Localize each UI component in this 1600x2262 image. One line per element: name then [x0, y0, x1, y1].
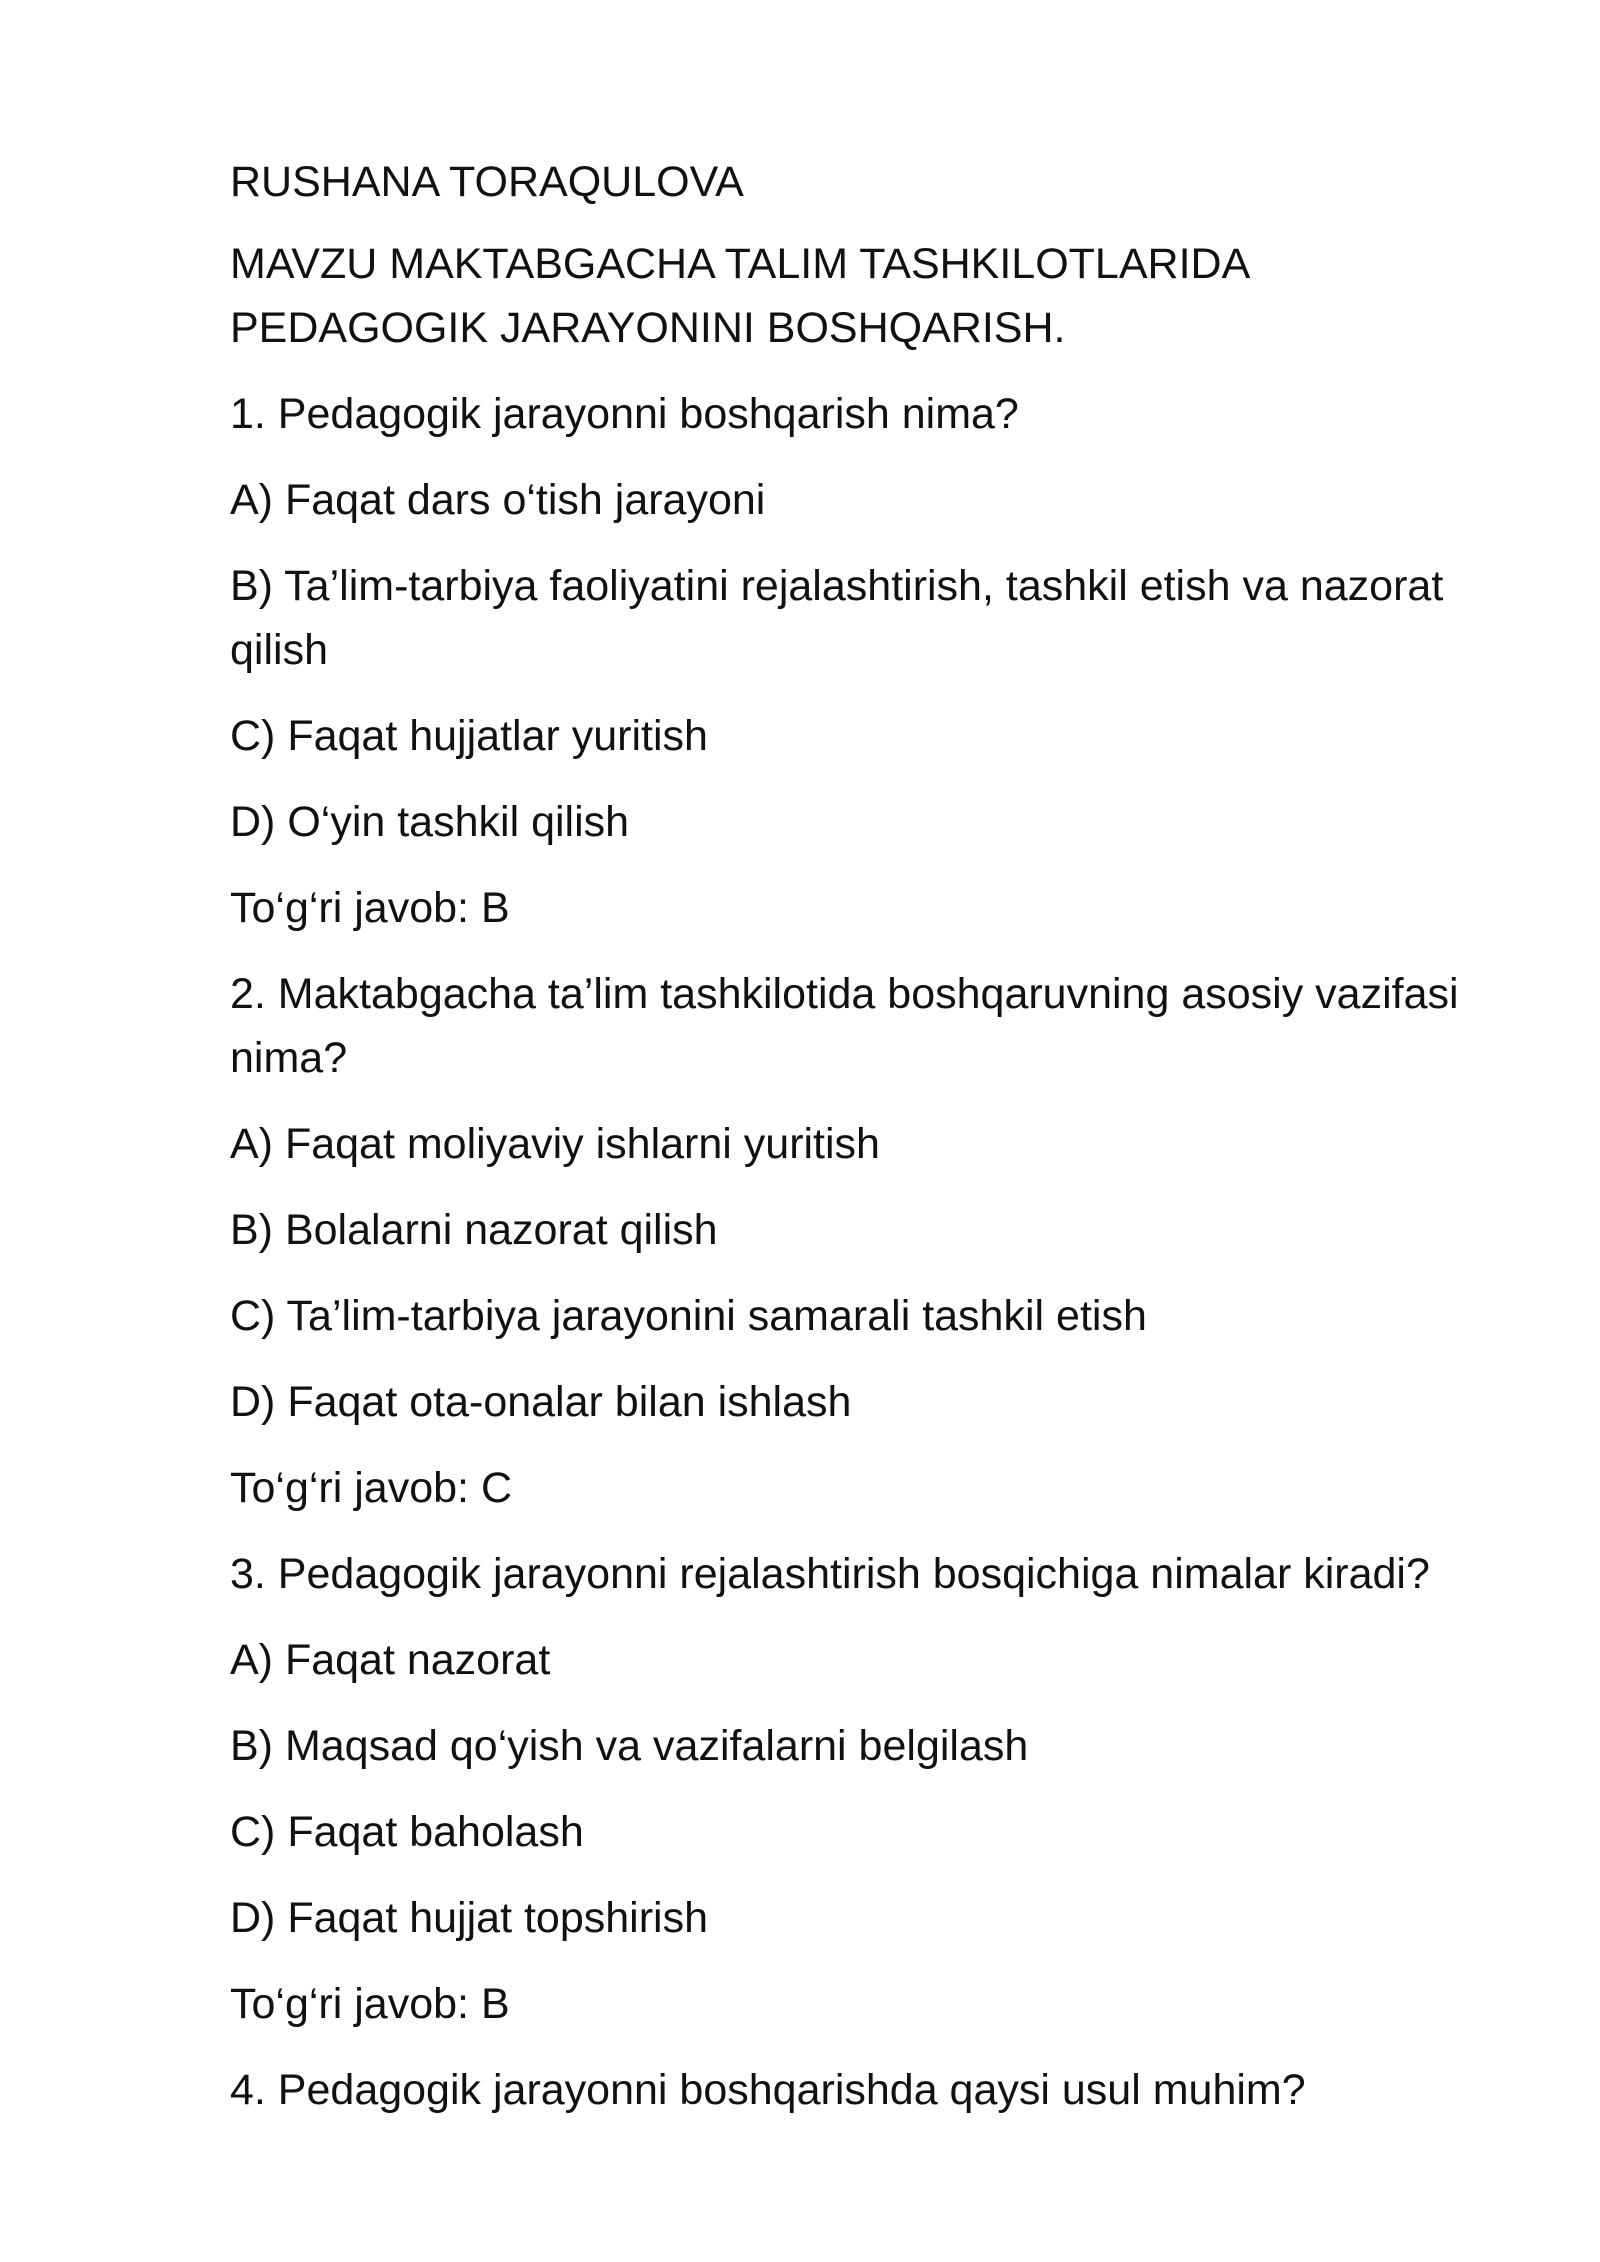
document-content: [230, 150, 1480, 2144]
option-b: B) Bolalarni nazorat qilish: [230, 1206, 718, 1254]
option-a: A) Faqat dars o‘tish jarayoni: [230, 476, 766, 524]
document-topic: MAVZU MAKTABGACHA TALIM TASHKILOTLARIDA PEDAGOGIK JARAYONINI BOSHQARISH.: [230, 240, 1248, 352]
option-d: D) O‘yin tashkil qilish: [230, 798, 630, 846]
question-text: 1. Pedagogik jarayonni boshqarish nima?: [230, 390, 1019, 438]
question-text: 3. Pedagogik jarayonni rejalashtirish bosqichiga nimalar kiradi?: [230, 1550, 1430, 1598]
option-c: C) Faqat baholash: [230, 1808, 584, 1856]
option-a: A) Faqat nazorat: [230, 1636, 551, 1684]
option-d: D) Faqat hujjat topshirish: [230, 1894, 708, 1942]
correct-answer: To‘g‘ri javob: B: [230, 884, 510, 932]
correct-answer: To‘g‘ri javob: B: [230, 1980, 510, 2028]
question-text: 2. Maktabgacha ta’lim tashkilotida boshqaruvning asosiy vazifasi nima?: [230, 970, 1459, 1082]
question-text: 4. Pedagogik jarayonni boshqarishda qaysi usul muhim?: [230, 2066, 1306, 2114]
option-c: C) Faqat hujjatlar yuritish: [230, 712, 708, 760]
option-a: A) Faqat moliyaviy ishlarni yuritish: [230, 1120, 880, 1168]
option-b: B) Ta’lim-tarbiya faoliyatini rejalashtirish, tashkil etish va nazorat qilish: [230, 562, 1444, 674]
correct-answer: To‘g‘ri javob: C: [230, 1464, 512, 1512]
option-b: B) Maqsad qo‘yish va vazifalarni belgilash: [230, 1722, 1029, 1770]
option-c: C) Ta’lim-tarbiya jarayonini samarali tashkil etish: [230, 1292, 1147, 1340]
author-name: RUSHANA TORAQULOVA: [230, 158, 744, 206]
option-d: D) Faqat ota-onalar bilan ishlash: [230, 1378, 852, 1426]
